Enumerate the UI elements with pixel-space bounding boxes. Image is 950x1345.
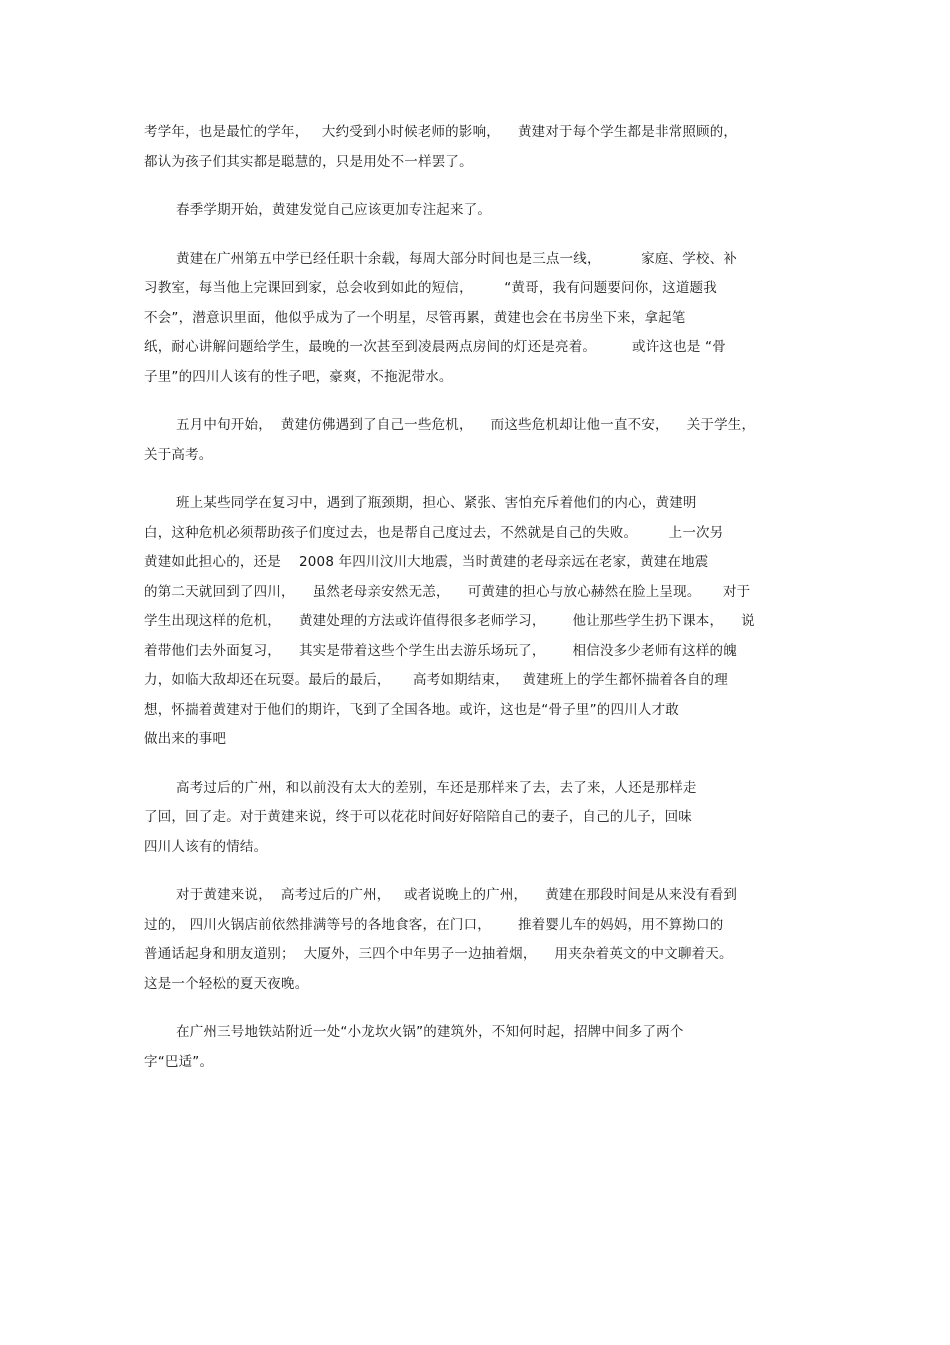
paragraph-6 <box>144 774 814 863</box>
paragraph-7 <box>144 881 814 999</box>
text-line: 四川人该有的情结。 <box>144 838 268 855</box>
text-line: 高考过后的广州，和以前没有太大的差别，车还是那样来了去，去了来，人还是那样走 <box>176 779 697 796</box>
text-line: 普通话起身和朋友道别； 大厦外，三四个中年男子一边抽着烟， 用夹杂着英文的中文聊着天。 <box>144 946 733 962</box>
text-line: 班上某些同学在复习中，遇到了瓶颈期，担心、紧张、害怕充斥着他们的内心，黄建明 <box>176 495 697 511</box>
text-line: 子里”的四川人该有的性子吧，豪爽，不拖泥带水。 <box>144 368 453 385</box>
text-line: 白，这种危机必须帮助孩子们度过去，也是帮自己度过去，不然就是自己的失败。 上一次另 <box>144 524 724 541</box>
text-line: 字“巴适”。 <box>144 1053 214 1070</box>
paragraph-5 <box>144 489 814 755</box>
text-line: 黄建如此担心的，还是 2008 年四川汶川大地震，当时黄建的老母亲远在老家，黄建在地震 <box>144 554 709 570</box>
document-body <box>144 118 814 1096</box>
text-line: 对于黄建来说， 高考过后的广州， 或者说晚上的广州， 黄建在那段时间是从来没有看到 <box>176 887 738 903</box>
paragraph-8 <box>144 1018 814 1077</box>
text-line: 都认为孩子们其实都是聪慧的，只是用处不一样罢了。 <box>144 153 473 170</box>
text-line: 了回，回了走。对于黄建来说，终于可以花花时间好好陪陪自己的妻子，自己的儿子，回味 <box>144 809 692 825</box>
paragraph-2 <box>144 196 814 226</box>
text-line: 的第二天就回到了四川， 虽然老母亲安然无恙， 可黄建的担心与放心赫然在脸上呈现。 对于 <box>144 583 751 600</box>
text-line: 纸，耐心讲解问题给学生，最晚的一次甚至到凌晨两点房间的灯还是亮着。 或许这也是 “骨 <box>144 339 726 355</box>
text-line: 这是一个轻松的夏天夜晚。 <box>144 975 309 992</box>
text-line: 过的， 四川火锅店前依然排满等号的各地食客，在门口， 推着婴儿车的妈妈，用不算拗口的 <box>144 916 724 933</box>
text-line: 考学年，也是最忙的学年， 大约受到小时候老师的影响， 黄建对于每个学生都是非常照顾的， <box>144 124 738 140</box>
text-line: 黄建在广州第五中学已经任职十余载，每周大部分时间也是三点一线， 家庭、学校、补 <box>176 250 738 267</box>
text-line: 想，怀揣着黄建对于他们的期许，飞到了全国各地。或许，这也是“骨子里”的四川人才敢 <box>144 701 679 718</box>
paragraph-1 <box>144 118 814 177</box>
paragraph-3 <box>144 245 814 393</box>
paragraph-4 <box>144 411 814 470</box>
text-line: 学生出现这样的危机， 黄建处理的方法或许值得很多老师学习， 他让那些学生扔下课本， 说 <box>144 613 755 629</box>
text-line: 着带他们去外面复习， 其实是带着这些个学生出去游乐场玩了， 相信没多少老师有这样的魄 <box>144 642 737 659</box>
text-line: 力，如临大敌却还在玩耍。最后的最后， 高考如期结束， 黄建班上的学生都怀揣着各自的理 <box>144 672 728 688</box>
text-line: 春季学期开始，黄建发觉自己应该更加专注起来了。 <box>176 202 492 218</box>
text-line: 不会”，潜意识里面，他似乎成为了一个明星，尽管再累，黄建也会在书房坐下来，拿起笔 <box>144 309 686 326</box>
text-line: 做出来的事吧 <box>144 731 227 747</box>
text-line: 在广州三号地铁站附近一处“小龙坎火锅”的建筑外，不知何时起，招牌中间多了两个 <box>176 1024 684 1040</box>
text-line: 五月中旬开始， 黄建仿佛遇到了自己一些危机， 而这些危机却让他一直不安， 关于学生， <box>176 417 756 433</box>
text-line: 习教室，每当他上完课回到家，总会收到如此的短信， “黄哥，我有问题要问你，这道题我 <box>144 280 717 296</box>
text-line: 关于高考。 <box>144 446 213 463</box>
